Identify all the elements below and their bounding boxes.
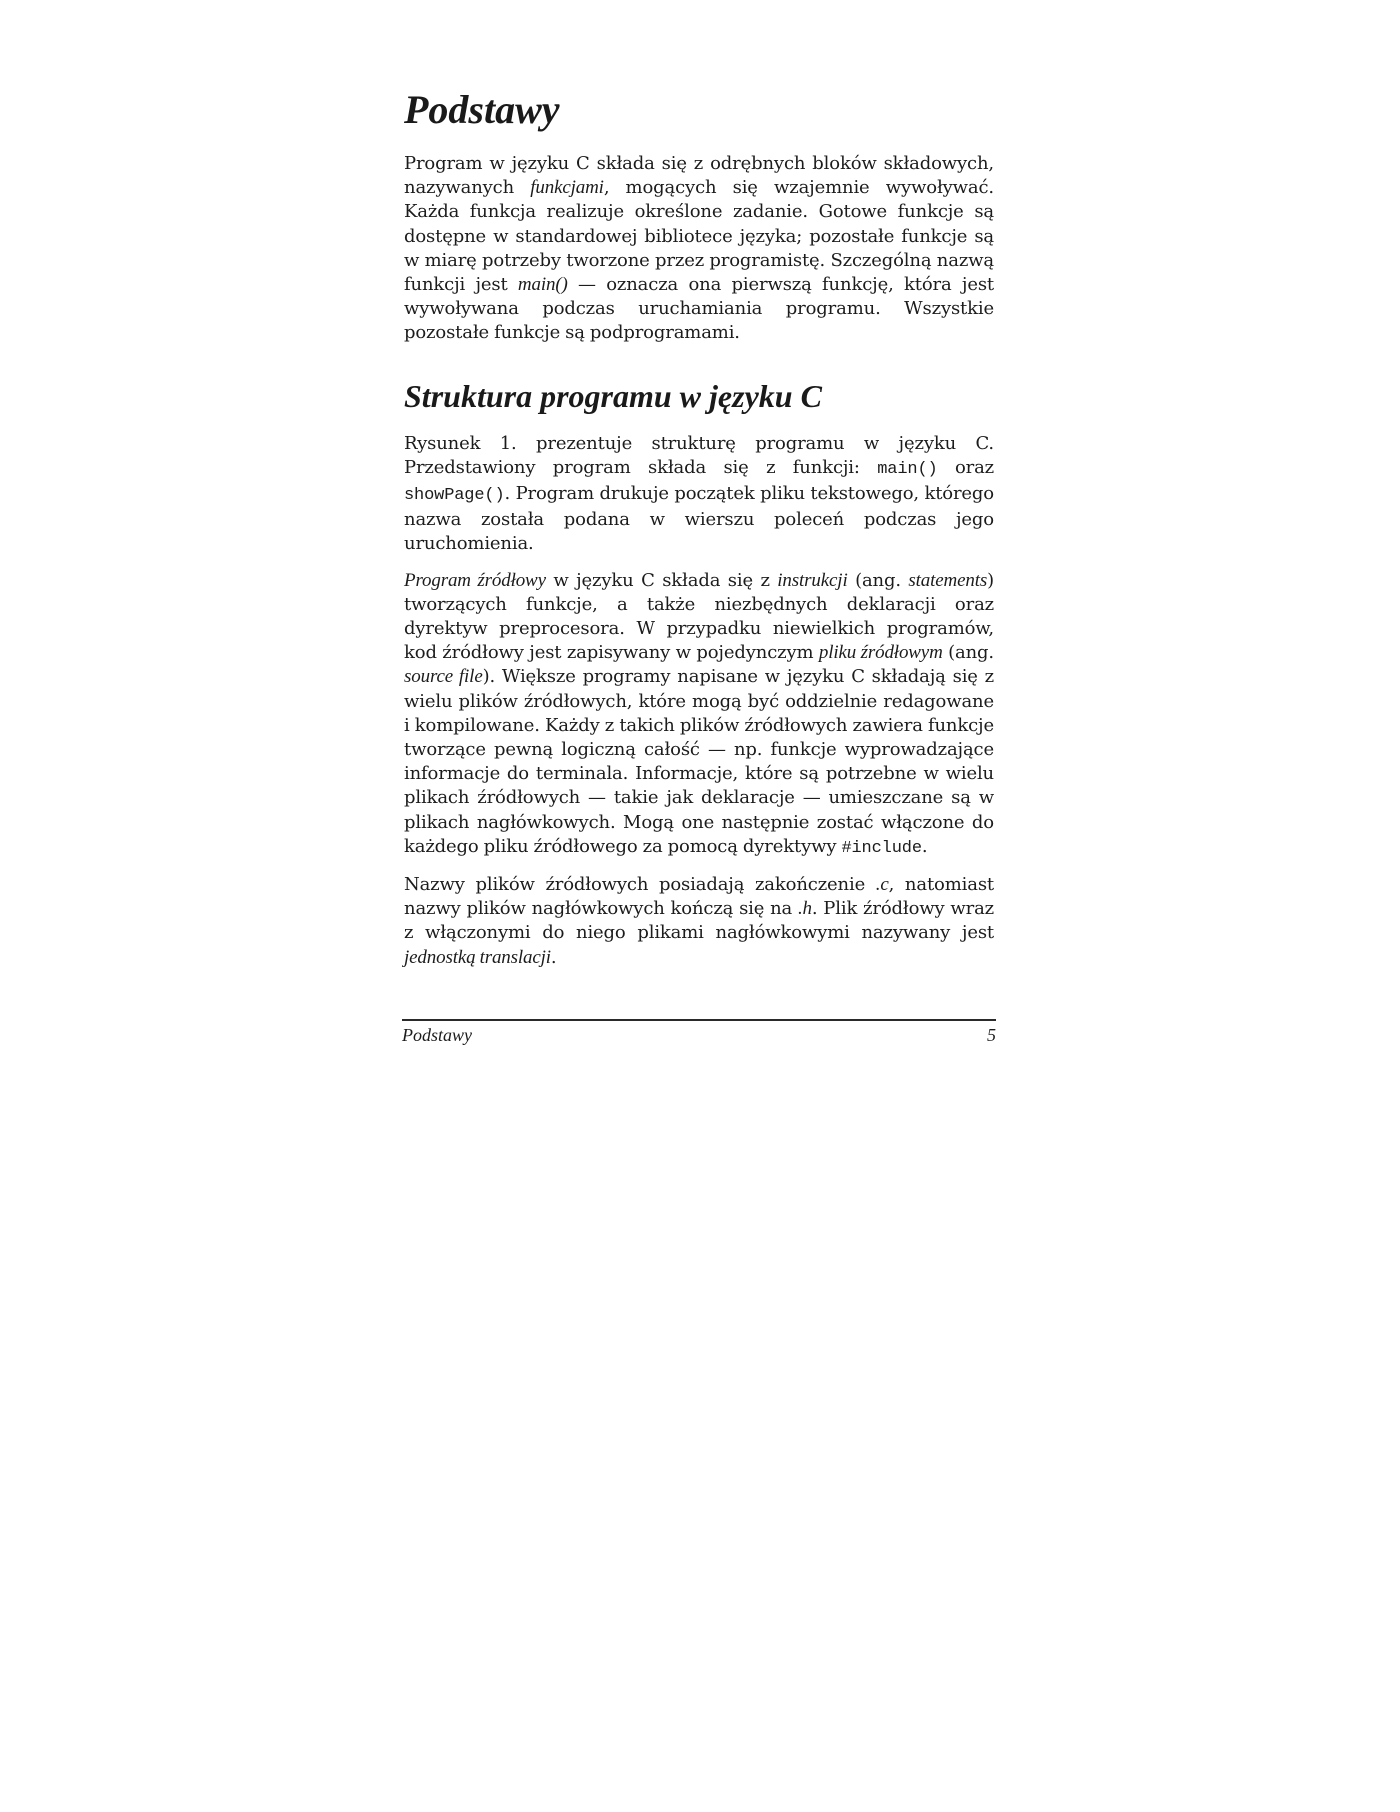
text-run: , natomiast nazwy plików nagłówkowych kończą się na xyxy=(404,874,994,920)
text-run: w języku C składa się z xyxy=(545,569,778,591)
text-run: — oznacza ona pierwszą funkcję, która jest wywoływana podczas uruchamiania programu. Wszystkie pozostałe funkcje są podprogramami. xyxy=(404,274,994,344)
paragraph-filenames xyxy=(404,873,994,970)
page-body xyxy=(404,86,994,982)
code-main: main() xyxy=(877,459,938,479)
text-run: . xyxy=(550,946,557,968)
text-run: (ang. xyxy=(942,642,994,664)
term-ext-c: .c xyxy=(875,874,889,896)
paragraph-source xyxy=(404,569,994,861)
term-instrukcji: instrukcji xyxy=(777,569,848,591)
code-showpage: showPage() xyxy=(404,486,505,506)
text-run: . Plik źródłowy wraz z włączonymi do niego plikami nagłówkowymi nazywany jest xyxy=(404,898,994,944)
page-number: 5 xyxy=(987,1025,996,1045)
page-footer xyxy=(402,1019,996,1046)
text-run: Program w języku C składa się z odrębnych bloków składowych, nazywanych xyxy=(404,153,994,199)
term-statements: statements xyxy=(908,569,988,591)
term-source-file: source file xyxy=(404,666,483,688)
paragraph-intro xyxy=(404,152,994,346)
term-pliku-zrodlowym: pliku źródłowym xyxy=(818,642,943,664)
text-run: ). Większe programy napisane w języku C składają się z wielu plików źródłowych, które mogą być oddzielnie redagowane i kompilowane. Każdy z takich plików źródłowych zawiera funkcje tworzące pewną logiczną całość — np. funkcje wyprowadzające informacje do terminala. Informacje, które są potrzebne w wielu plikach źródłowych — takie jak deklaracje — umieszczane są w plikach nagłówkowych. Mogą one następnie zostać włączone do każdego pliku źródłowego za pomocą dyrektywy xyxy=(404,666,994,857)
section-title: Struktura programu w języku C xyxy=(404,377,822,414)
text-run: Nazwy plików źródłowych posiadają zakończenie xyxy=(404,874,876,896)
term-jednostka-translacji: jednostką translacji xyxy=(404,946,551,968)
paragraph-structure xyxy=(404,432,994,557)
term-main: main() xyxy=(517,274,568,296)
term-ext-h: .h xyxy=(797,898,812,920)
page-title: Podstawy xyxy=(404,87,560,132)
text-run: ) tworzących funkcje, a także niezbędnych deklaracji oraz dyrektyw preprocesora. W przypadku niewielkich programów, kod źródłowy jest zapisywany w pojedynczym xyxy=(404,569,995,664)
text-run: , mogących się wzajemnie wywoływać. Każda funkcja realizuje określone zadanie. Gotowe funkcje są dostępne w standardowej bibliotece języka; pozostałe funkcje są w miarę potrzeby tworzone przez programistę. Szczególną nazwą funkcji jest xyxy=(404,177,995,296)
text-run: (ang. xyxy=(847,569,909,591)
text-run: . xyxy=(921,835,928,857)
text-run: Rysunek 1. prezentuje strukturę programu w języku C. Przedstawiony program składa się z funkcji: xyxy=(404,432,994,478)
footer-title: Podstawy xyxy=(402,1025,472,1045)
text-run: . Program drukuje początek pliku tekstowego, którego nazwa została podana w wierszu poleceń podczas jego uruchomienia. xyxy=(404,483,994,555)
term-program-zrodlowy: Program źródłowy xyxy=(404,569,546,591)
code-include: #include xyxy=(841,838,922,858)
text-run: oraz xyxy=(937,456,994,478)
term-funkcjami: funkcjami xyxy=(530,177,604,199)
